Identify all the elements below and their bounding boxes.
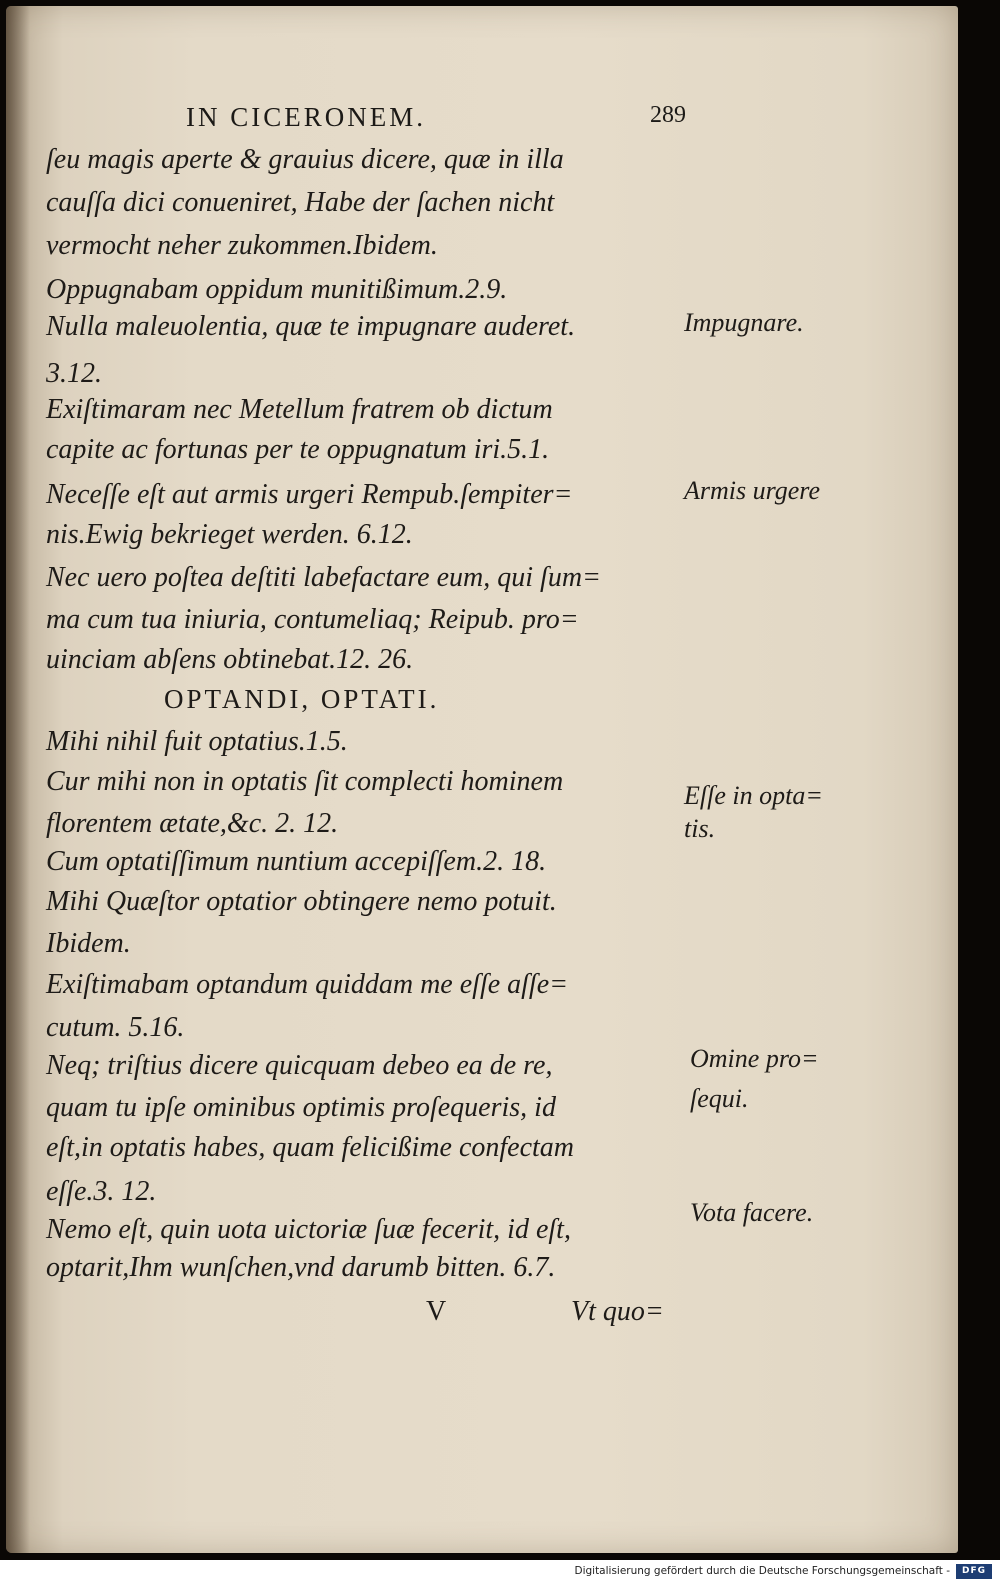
dfg-logo: DFG: [956, 1564, 992, 1579]
text-line: Mihi Quæſtor optatior obtingere nemo potuit.: [46, 886, 557, 917]
margin-note: tis.: [684, 814, 716, 843]
text-line: Ibidem.: [46, 928, 131, 959]
text-line: Mihi nihil fuit optatius.1.5.: [46, 726, 348, 757]
text-line: ſeu magis aperte & grauius dicere, quæ in illa: [46, 144, 564, 175]
margin-note: Omine pro=: [690, 1044, 819, 1073]
text-line: ma cum tua iniuria, contumeliaq; Reipub. pro=: [46, 604, 579, 635]
page-header: [186, 102, 706, 142]
text-line: Oppugnabam oppidum munitißimum.2.9.: [46, 274, 508, 305]
text-line: cutum. 5.16.: [46, 1012, 185, 1043]
text-line: nis.Ewig bekrieget werden. 6.12.: [46, 519, 413, 550]
text-line: 3.12.: [46, 358, 102, 389]
catchword: Vt quo=: [571, 1296, 664, 1327]
book-page: [6, 6, 958, 1553]
text-line: Exiſtimaram nec Metellum fratrem ob dictum: [46, 394, 553, 425]
margin-note: Eſſe in opta=: [684, 781, 823, 810]
page-gutter-shadow: [6, 6, 30, 1553]
text-line: eſt,in optatis habes, quam felicißime confectam: [46, 1132, 575, 1163]
section-heading: OPTANDI, OPTATI.: [164, 684, 440, 714]
text-line: optarit,Ihm wunſchen,vnd darumb bitten. 6.7.: [46, 1252, 556, 1283]
text-line: Neceſſe eſt aut armis urgeri Rempub.ſempiter=: [46, 479, 573, 510]
running-head: IN CICERONEM.: [186, 102, 426, 132]
text-line: Cum optatiſſimum nuntium accepiſſem.2. 18.: [46, 846, 547, 877]
text-line: Nemo eſt, quin uota uictoriæ ſuæ fecerit, id eſt,: [46, 1214, 571, 1245]
text-line: Nulla maleuolentia, quæ te impugnare auderet.: [46, 311, 576, 342]
signature-mark: V: [426, 1296, 447, 1327]
margin-note: Impugnare.: [684, 308, 804, 337]
text-line: cauſſa dici conueniret, Habe der ſachen nicht: [46, 187, 555, 218]
margin-note: Vota facere.: [690, 1198, 814, 1227]
text-line: Neq; triſtius dicere quicquam debeo ea de re,: [46, 1050, 553, 1081]
text-line: quam tu ipſe ominibus optimis proſequeris, id: [46, 1092, 556, 1123]
text-line: Cur mihi non in optatis ſit complecti hominem: [46, 766, 564, 797]
text-line: capite ac fortunas per te oppugnatum iri.5.1.: [46, 434, 550, 465]
text-line: uinciam abſens obtinebat.12. 26.: [46, 644, 414, 675]
page-number: 289: [650, 102, 686, 128]
text-line: vermocht neher zukommen.Ibidem.: [46, 230, 438, 261]
text-line: Nec uero poſtea deſtiti labefactare eum, qui ſum=: [46, 562, 601, 593]
margin-note: ſequi.: [690, 1084, 749, 1113]
margin-note: Armis urgere: [684, 476, 821, 505]
funding-credit: Digitalisierung gefördert durch die Deutsche Forschungsgemeinschaft -: [574, 1565, 950, 1577]
digitization-footer: [0, 1560, 1000, 1585]
text-line: Exiſtimabam optandum quiddam me eſſe aſſe=: [46, 969, 569, 1000]
text-line: florentem ætate,&c. 2. 12.: [46, 808, 339, 839]
text-line: eſſe.3. 12.: [46, 1176, 157, 1207]
